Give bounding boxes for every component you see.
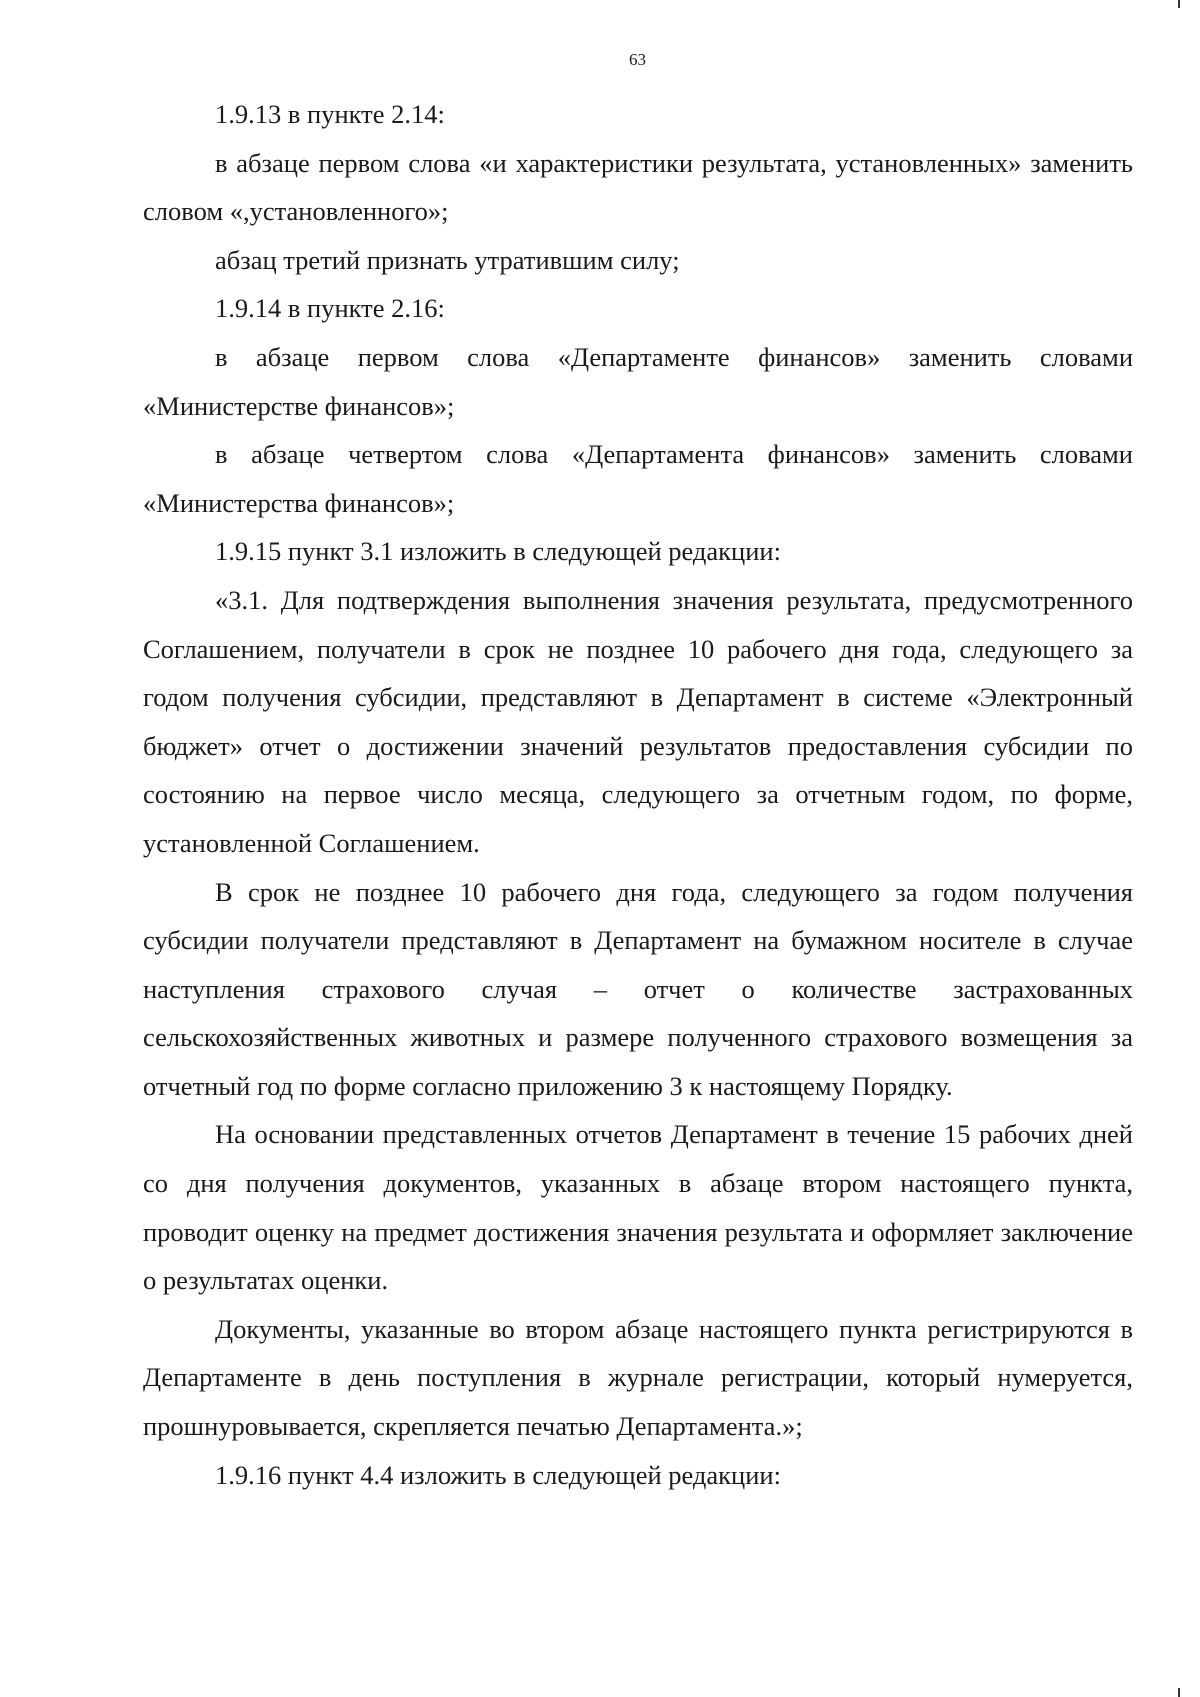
scan-edge-mark bbox=[1178, 0, 1180, 8]
paragraph: 1.9.13 в пункте 2.14: bbox=[215, 99, 445, 129]
paragraph: 1.9.15 пункт 3.1 изложить в следующей редакции: bbox=[215, 536, 781, 567]
paragraph: Документы, указанные во втором абзаце настоящего пункта регистрируются в Департаменте в день поступления в журнале регистрации, который нумеруется, прошнуровывается, скрепляется печатью Департамента.»; bbox=[143, 1313, 1133, 1442]
document-body bbox=[143, 90, 1133, 1499]
page-number: 63 bbox=[629, 50, 646, 69]
paragraph: в абзаце первом слова «и характеристики результата, установленных» заменить словом «,установленного»; bbox=[143, 147, 1133, 227]
paragraph: в абзаце первом слова «Департаменте финансов» заменить словами «Министерстве финансов»; bbox=[143, 341, 1133, 421]
paragraph: «3.1. Для подтверждения выполнения значения результата, предусмотренного Соглашением, получатели в срок не позднее 10 рабочего дня года, следующего за годом получения субсидии, представляют в Департамент в системе «Электронный бюджет» отчет о достижении значений результатов предоставления субсидии по состоянию на первое число месяца, следующего за отчетным годом, по форме, установленной Соглашением. bbox=[143, 584, 1133, 858]
paragraph: 1.9.14 в пункте 2.16: bbox=[215, 293, 445, 324]
paragraph: В срок не позднее 10 рабочего дня года, следующего за годом получения субсидии получатели представляют в Департамент на бумажном носителе в случае наступления страхового случая – отчет о количестве застрахованных сельскохозяйственных животных и размере полученного страхового возмещения за отчетный год по форме согласно приложению 3 к настоящему Порядку. bbox=[143, 876, 1133, 1101]
paragraph: абзац третий признать утратившим силу; bbox=[215, 244, 680, 275]
paragraph: в абзаце четвертом слова «Департамента финансов» заменить словами «Министерства финансов»; bbox=[143, 439, 1133, 518]
scan-edge-mark bbox=[1178, 1688, 1180, 1697]
paragraph: 1.9.16 пункт 4.4 изложить в следующей редакции: bbox=[215, 1459, 781, 1490]
paragraph: На основании представленных отчетов Департамент в течение 15 рабочих дней со дня получения документов, указанных в абзаце втором настоящего пункта, проводит оценку на предмет достижения значения результата и оформляет заключение о результатах оценки. bbox=[143, 1119, 1133, 1296]
